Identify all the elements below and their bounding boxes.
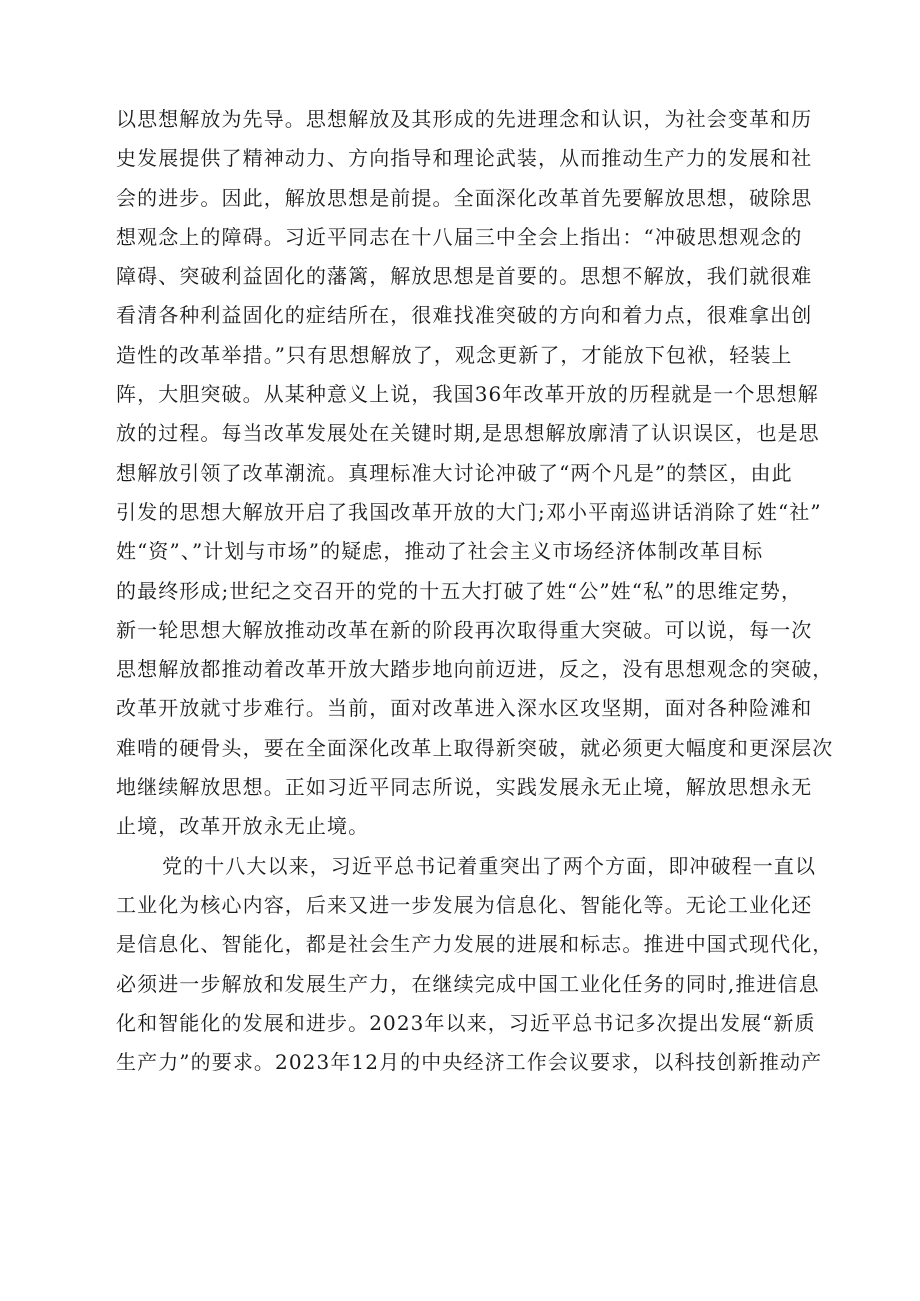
text-line: 史发展提供了精神动力、方向指导和理论武装，从而推动生产力的发展和社 (116, 146, 813, 171)
text-line: 的最终形成;世纪之交召开的党的十五大打破了姓“公”姓“私”的思维定势， (116, 578, 803, 603)
text-line: 化和智能化的发展和进步。2023年以来，习近平总书记多次提出发展“新质 (116, 1010, 816, 1035)
text-line: 想解放引领了改革潮流。真理标准大讨论冲破了“两个凡是”的禁区，由此 (116, 460, 793, 485)
text-line: 是信息化、智能化，都是社会生产力发展的进展和标志。推进中国式现代化， (116, 932, 834, 957)
text-line: 会的进步。因此，解放思想是前提。全面深化改革首先要解放思想，破除思 (116, 185, 813, 210)
text-line: 新一轮思想大解放推动改革在新的阶段再次取得重大突破。可以说，每一次 (116, 617, 813, 642)
text-line: 工业化为核心内容，后来又进一步发展为信息化、智能化等。无论工业化还 (116, 892, 813, 917)
document-body (116, 100, 834, 1082)
paragraph (116, 847, 834, 1083)
text-line: 障碍、突破利益固化的藩篱，解放思想是首要的。思想不解放，我们就很难 (116, 264, 813, 289)
text-line: 放的过程。每当改革发展处在关键时期,是思想解放廓清了认识误区，也是思 (116, 421, 820, 446)
text-line: 地继续解放思想。正如习近平同志所说，实践发展永无止境，解放思想永无 (116, 775, 813, 800)
paragraph (116, 100, 834, 847)
text-line: 思想解放都推动着改革开放大踏步地向前迈进，反之，没有思想观念的突破， (116, 657, 834, 682)
text-line: 生产力”的要求。2023年12月的中央经济工作会议要求，以科技创新推动产 (116, 1050, 823, 1075)
text-line: 想观念上的障碍。习近平同志在十八届三中全会上指出：“冲破思想观念的 (116, 224, 803, 249)
text-line: 阵，大胆突破。从某种意义上说，我国36年改革开放的历程就是一个思想解 (116, 382, 819, 407)
text-line: 改革开放就寸步难行。当前，面对改革进入深水区攻坚期，面对各种险滩和 (116, 696, 813, 721)
text-line: 姓“资”、”计划与市场”的疑虑，推动了社会主义市场经济体制改革目标 (116, 539, 764, 564)
text-line: 造性的改革举措。”只有思想解放了，观念更新了，才能放下包袱，轻装上 (116, 342, 793, 367)
text-line: 难啃的硬骨头，要在全面深化改革上取得新突破，就必须更大幅度和更深层次 (116, 735, 834, 760)
text-line: 党的十八大以来，习近平总书记着重突出了两个方面，即冲破程一直以 (162, 853, 817, 878)
text-line: 引发的思想大解放开启了我国改革开放的大门;邓小平南巡讲话消除了姓“社” (116, 499, 822, 524)
text-line: 止境，改革开放永无止境。 (116, 814, 370, 839)
text-line: 看清各种利益固化的症结所在，很难找准突破的方向和着力点，很难拿出创 (116, 303, 813, 328)
text-line: 以思想解放为先导。思想解放及其形成的先进理念和认识，为社会变革和历 (116, 107, 813, 131)
text-line: 必须进一步解放和发展生产力，在继续完成中国工业化任务的同时,推进信息 (116, 971, 820, 996)
